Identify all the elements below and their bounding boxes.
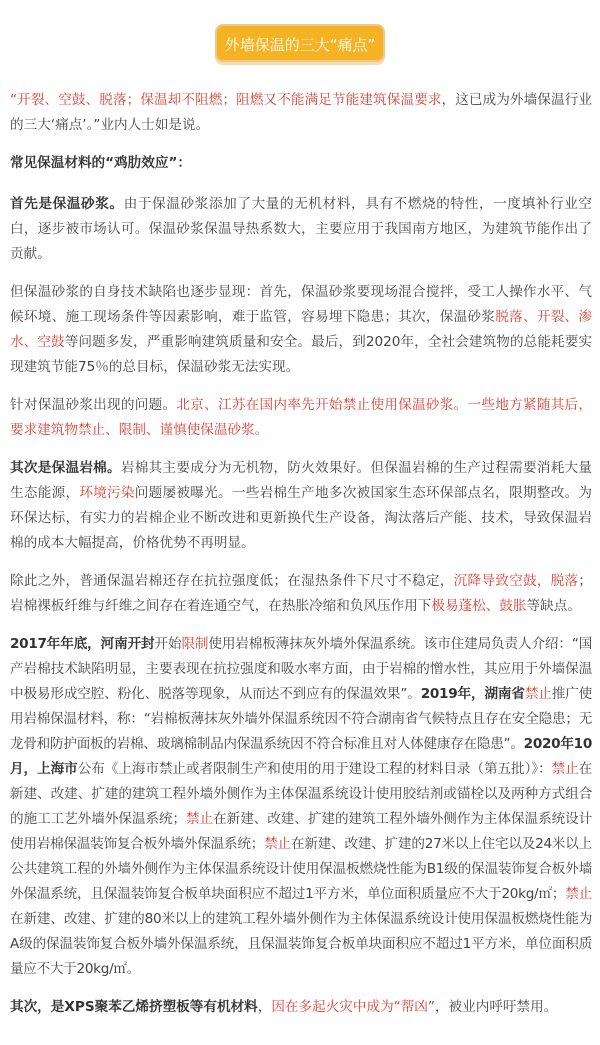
section-heading [10,151,592,176]
paragraph-intro [10,88,592,138]
mortar-ban-highlight: 北京、江苏在国内率先开始禁止使用保温砂浆。一些地方紧随其后，要求建筑物禁止、限制、谨慎使保温砂浆。 [10,397,593,438]
reg-text-2: 开始 [154,636,182,652]
reg-limit: 限制 [181,636,209,652]
mortar-defects-b: 等问题多发，严重影响建筑质量和安全。最后，到2020年，全社会建筑物的总能耗要实现建筑节能75％的总目标，保温砂浆无法实现。 [10,334,593,375]
reg-2017: 2017年年底，河南开封 [10,636,155,652]
paragraph-mortar-intro [10,192,592,267]
xps-a: ， [257,999,272,1015]
reg-ban-3: 禁止 [185,811,214,827]
mortar-defects-highlight: 脱落、开裂、渗水、空鼓 [10,309,593,350]
paragraph-mortar-defects [10,280,592,380]
mortar-text: 由于保温砂浆添加了大量的无机材料，具有不燃烧的特性，一度填补行业空白，逐步被市场认可。保温砂浆保温导热系数大，主要应用于我国南方地区，为建筑节能作出了贡献。 [10,196,593,262]
reg-2020: 2020年10月，上海市 [10,736,592,777]
reg-text-9: 公布《上海市禁止或者限制生产和使用的用于建设工程的材料目录（第五批）》： [77,761,552,777]
reg-text-17: 在新建、改建、扩建的80米以上的建筑工程外墙外侧作为主体保温系统设计使用保温板燃烧性能为A级的保温装饰复合板外墙外保温系统，且保温装饰复合板单块面积应不超过1平方米，单位面积质量应不大于20kg/㎡。 [10,911,592,977]
rockwool-defects-a: 除此之外，普通保温岩棉还存在抗拉强度低；在湿热条件下尺寸不稳定， [10,573,454,589]
reg-ban-4: 禁止 [264,836,291,852]
rockwool-defects-highlight-2: 极易蓬松、鼓胀 [431,598,527,614]
xps-heading: 其次，是XPS聚苯乙烯挤塑板等有机材料 [10,999,258,1015]
reg-ban-5: 禁止 [565,886,593,902]
rockwool-a: 岩棉其主要成分为无机物，防火效果好。但保温岩棉的生产过程需要消耗大量生态能源， [10,460,593,501]
reg-text-4: 使用岩棉板薄抹灰外墙外保温系统。该市住建局负责人介绍：“国产岩棉技术缺陷明显，主要表现在抗拉强度和吸水率方面，由于岩棉的憎水性，其应用于外墙保温中极易形成空腔、粉化、脱落等现象，从而达不到应有的保温效果”。 [10,636,593,702]
reg-ban-1: 禁止 [524,686,552,702]
paragraph-regulations [10,632,592,982]
rockwool-defects-highlight-1: 沉降导致空鼓，脱落 [453,573,579,589]
title-wrap [0,24,600,62]
mortar-ban-a: 针对保温砂浆出现的问题。 [10,397,177,413]
title-badge: 外墙保温的三大“痛点” [215,24,385,62]
reg-text-13: 在新建、改建、扩建的建筑工程外墙外侧作为主体保温系统设计使用岩棉保温装饰复合板外墙外保温系统； [10,811,592,852]
paragraph-xps [10,995,592,1020]
intro-highlight: “开裂、空鼓、脱落；保温却不阻燃；阻燃又不能满足节能建筑保温要求 [10,92,442,108]
reg-2019: 2019年，湖南省 [420,686,525,702]
reg-text-15: 在新建、改建、扩建的27米以上住宅以及24米以上公共建筑工程的外墙外侧作为主体保温系统设计使用保温板燃烧性能为B1级的保温装饰复合板外墙外保温系统，且保温装饰复合板单块面积应不超过1平方米，单位面积质量应不大于20kg/㎡； [10,836,592,902]
xps-b: ，被业内呼吁禁用。 [434,999,558,1015]
rockwool-defects-c: 等缺点。 [526,598,581,614]
rockwool-highlight: 环境污染 [79,485,135,501]
section-heading-text: 常见保温材料的“鸡肋效应”： [10,155,191,171]
article-body [10,88,592,1033]
reg-ban-2: 禁止 [551,761,579,777]
mortar-defects-a: 但保温砂浆的自身技术缺陷也逐步显现：首先，保温砂浆要现场混合搅拌，受工人操作水平、气候环境、施工现场条件等因素影响，难于监管，容易埋下隐患；其次，保温砂浆 [10,284,592,325]
reg-text-7: 推广使用岩棉保温材料，称：“岩棉板薄抹灰外墙外保温系统因不符合湖南省气候特点且存在安全隐患；无龙骨和防护面板的岩棉、玻璃棉制品内保温系统因不符合标准且对人体健康存在隐患”。 [10,686,592,752]
xps-highlight: 因在多起火灾中成为“帮凶” [271,999,435,1015]
rockwool-b: 问题屡被曝光。一些岩棉生产地多次被国家生态环保部点名，限期整改。为环保达标，有实力的岩棉企业不断改进和更新换代生产设备，淘汰落后产能、技术，导致保温岩棉的成本大幅提高，价格优势不再明显。 [10,485,593,551]
paragraph-rockwool-defects [10,569,592,619]
mortar-heading: 首先是保温砂浆。 [10,196,124,212]
paragraph-rockwool-intro [10,456,592,556]
rockwool-heading: 其次是保温岩棉。 [10,460,121,476]
reg-text-11: 在新建、改建、扩建的建筑工程外墙外侧作为主体保温系统设计使用胶结剂或锚栓以及两种方式组合的施工工艺外墙外保温系统； [10,761,593,827]
paragraph-mortar-ban [10,393,592,443]
intro-rest: ，这已成为外墙保温行业的三大‘痛点’。”业内人士如是说。 [10,92,593,133]
rockwool-defects-b: ；岩棉裸板纤维与纤维之间存在着连通空气，在热胀冷缩和负风压作用下 [10,573,593,614]
